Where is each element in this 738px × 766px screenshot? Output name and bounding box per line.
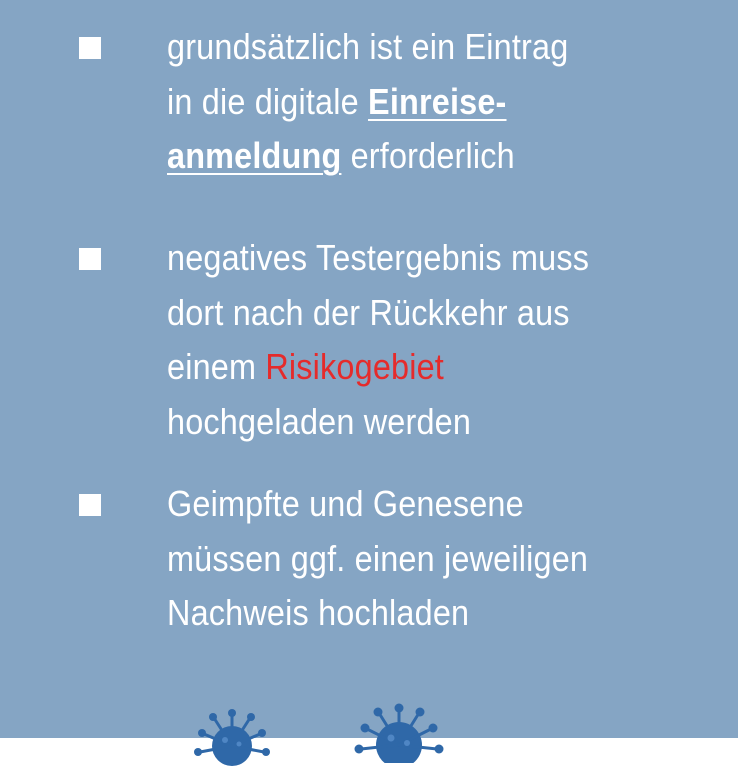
virus-icon xyxy=(349,703,449,763)
square-bullet-icon xyxy=(79,248,101,270)
requirement-vaccinated xyxy=(167,477,671,641)
text-line: hochgeladen werden xyxy=(167,400,472,442)
entry-registration-link[interactable]: Einreise- xyxy=(368,80,507,122)
text-line: dort nach der Rückkehr aus xyxy=(167,291,570,333)
text-line: Nachweis hochladen xyxy=(167,592,470,633)
text-line: erforderlich xyxy=(341,135,515,176)
risk-area-highlight: Risikogebiet xyxy=(265,346,445,387)
text-line: müssen ggf. einen jeweiligen xyxy=(167,537,589,579)
text-line: negatives Testergebnis muss xyxy=(167,237,590,278)
text-line: Geimpfte und Genesene xyxy=(167,483,524,524)
virus-icon xyxy=(182,706,282,766)
entry-registration-link[interactable]: anmeldung xyxy=(167,135,342,176)
text-line: in die digitale xyxy=(167,80,369,122)
square-bullet-icon xyxy=(79,37,101,59)
text-line: grundsätzlich ist ein Eintrag xyxy=(167,26,569,67)
text-line: einem xyxy=(167,346,266,387)
requirement-test-result xyxy=(167,231,671,449)
square-bullet-icon xyxy=(79,494,101,516)
requirement-registration xyxy=(167,20,671,184)
